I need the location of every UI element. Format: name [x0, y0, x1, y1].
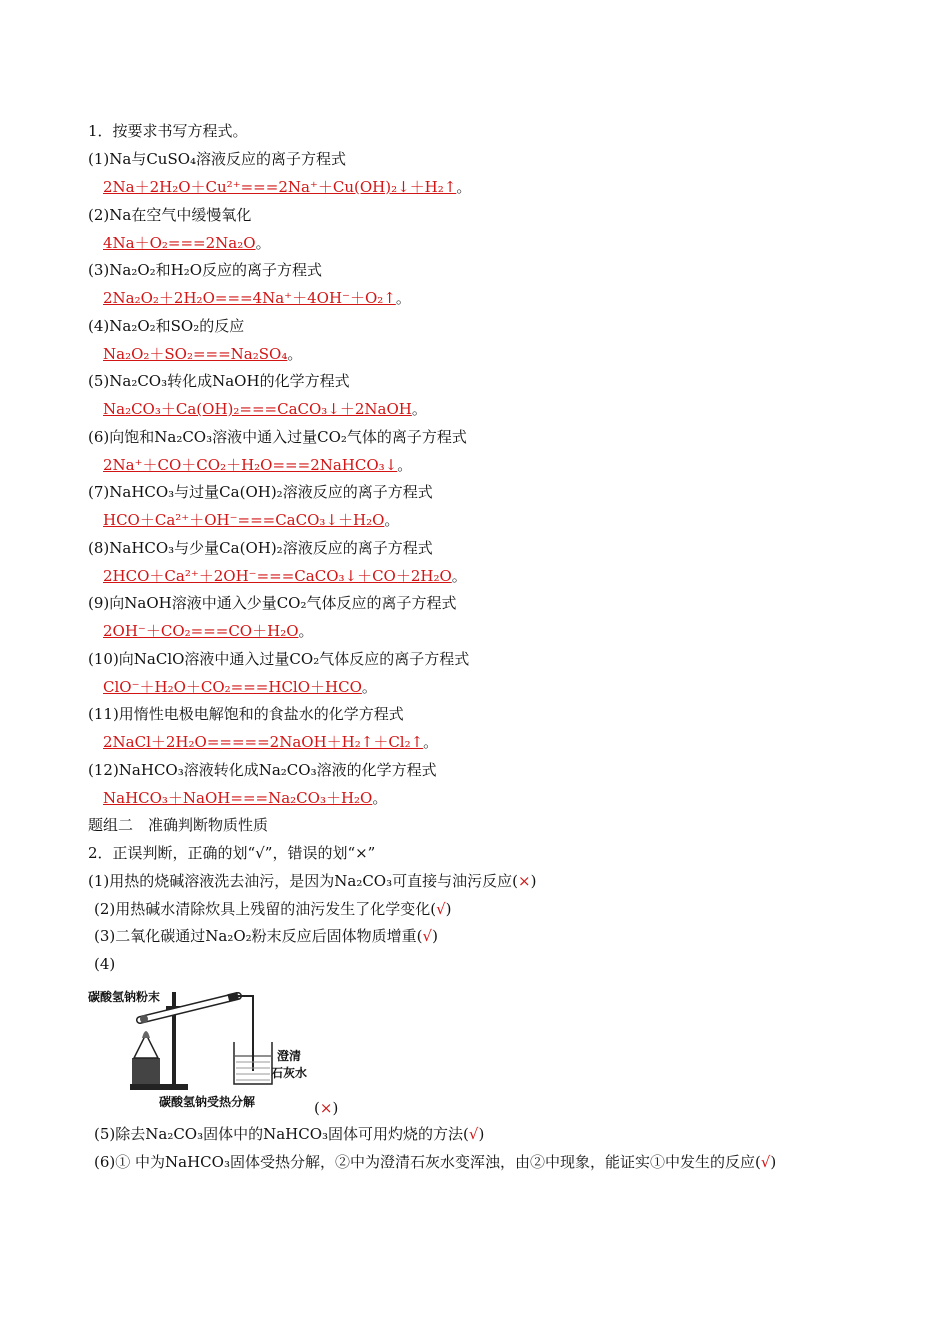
judgment-4-open: (	[314, 1099, 320, 1117]
answer-5-line	[103, 399, 427, 419]
judgment-5	[94, 1124, 484, 1144]
stand-base	[130, 1084, 188, 1090]
answer-12: NaHCO₃＋NaOH===Na₂CO₃＋H₂O	[103, 789, 373, 807]
answer-4: Na₂O₂＋SO₂===Na₂SO₄	[103, 345, 288, 363]
answer-3-end: 。	[395, 289, 411, 307]
question-7: (7)NaHCO₃与过量Ca(OH)₂溶液反应的离子方程式	[88, 483, 433, 501]
check-mark: √	[760, 1153, 771, 1171]
delivery-tube	[238, 996, 253, 1071]
heat-block	[132, 1058, 160, 1084]
question-11: (11)用惰性电极电解饱和的食盐水的化学方程式	[88, 705, 404, 723]
answer-8-line	[103, 566, 467, 586]
question-6: (6)向饱和Na₂CO₃溶液中通入过量CO₂气体的离子方程式	[88, 428, 467, 446]
question-2: (2)Na在空气中缓慢氧化	[88, 206, 252, 224]
answer-7-end: 。	[384, 511, 400, 529]
answer-1-end: 。	[456, 178, 472, 196]
check-mark: √	[436, 900, 446, 918]
question-5: (5)Na₂CO₃转化成NaOH的化学方程式	[88, 372, 350, 390]
answer-10: ClO⁻＋H₂O＋CO₂===HClO＋HCO	[103, 678, 362, 696]
judgment-1-end: )	[530, 872, 537, 890]
answer-6-end: 。	[397, 456, 413, 474]
answer-3: 2Na₂O₂＋2H₂O===4Na⁺＋4OH⁻＋O₂↑	[103, 289, 396, 307]
answer-11-end: 。	[423, 733, 439, 751]
answer-8-end: 。	[451, 567, 467, 585]
answer-12-end: 。	[372, 789, 388, 807]
question-4: (4)Na₂O₂和SO₂的反应	[88, 317, 245, 335]
answer-3-line	[103, 288, 411, 308]
section2-title: 2．正误判断，正确的划“√”，错误的划“×”	[88, 844, 376, 862]
judgment-6-end: )	[770, 1153, 777, 1171]
answer-6-line	[103, 455, 412, 475]
answer-2-line	[103, 233, 271, 253]
judgment-4-answer	[314, 1098, 338, 1118]
judgment-5-end: )	[478, 1125, 485, 1143]
judgment-3	[94, 926, 438, 946]
answer-4-end: 。	[287, 345, 303, 363]
answer-11-line	[103, 732, 438, 752]
cross-mark: ×	[517, 872, 531, 890]
answer-9-end: 。	[298, 622, 314, 640]
judgment-2	[94, 899, 452, 919]
judgment-5-text: (5)除去Na₂CO₃固体中的NaHCO₃固体可用灼烧的方法(	[94, 1125, 469, 1143]
powder	[140, 1015, 148, 1023]
answer-11: 2NaCl＋2H₂O=====2NaOH＋H₂↑＋Cl₂↑	[103, 733, 424, 751]
answer-10-line	[103, 677, 377, 697]
answer-6: 2Na⁺＋CO＋CO₂＋H₂O===2NaHCO₃↓	[103, 456, 398, 474]
judgment-3-text: (3)二氧化碳通过Na₂O₂粉末反应后固体物质增重(	[94, 927, 423, 945]
judgment-4-label: (4)	[94, 955, 116, 973]
question-3: (3)Na₂O₂和H₂O反应的离子方程式	[88, 261, 323, 279]
answer-9: 2OH⁻＋CO₂===CO＋H₂O	[103, 622, 299, 640]
answer-10-end: 。	[361, 678, 377, 696]
judgment-6	[94, 1152, 776, 1172]
cross-mark: ×	[319, 1099, 333, 1117]
question-9: (9)向NaOH溶液中通入少量CO₂气体反应的离子方程式	[88, 594, 457, 612]
question-1: (1)Na与CuSO₄溶液反应的离子方程式	[88, 150, 347, 168]
question-8: (8)NaHCO₃与少量Ca(OH)₂溶液反应的离子方程式	[88, 539, 433, 557]
judgment-4-close: )	[332, 1099, 339, 1117]
answer-2-end: 。	[255, 234, 271, 252]
judgment-1-text: (1)用热的烧碱溶液洗去油污，是因为Na₂CO₃可直接与油污反应(	[88, 872, 518, 890]
apparatus-figure	[88, 986, 378, 1116]
check-mark: √	[422, 927, 433, 945]
judgment-2-text: (2)用热碱水清除炊具上残留的油污发生了化学变化(	[94, 900, 437, 918]
answer-4-line	[103, 344, 302, 364]
group2-title: 题组二 准确判断物质性质	[88, 816, 269, 834]
figure-caption: 碳酸氢钠受热分解	[159, 1095, 256, 1109]
check-mark: √	[468, 1125, 479, 1143]
judgment-3-end: )	[432, 927, 438, 945]
label-powder: 碳酸氢钠粉末	[88, 990, 161, 1004]
answer-9-line	[103, 621, 314, 641]
label-lime-2: 石灰水	[271, 1066, 308, 1080]
judgment-1	[88, 871, 536, 891]
answer-2: 4Na＋O₂===2Na₂O	[103, 234, 256, 252]
question-12: (12)NaHCO₃溶液转化成Na₂CO₃溶液的化学方程式	[88, 761, 437, 779]
judgment-6-text: (6)① 中为NaHCO₃固体受热分解，②中为澄清石灰水变浑浊，由②中现象，能证实①中发生的反应(	[94, 1153, 761, 1171]
label-lime-1: 澄清	[277, 1049, 302, 1063]
answer-12-line	[103, 788, 387, 808]
answer-1-line	[103, 177, 471, 197]
answer-7-line	[103, 510, 399, 530]
question-10: (10)向NaClO溶液中通入过量CO₂气体反应的离子方程式	[88, 650, 470, 668]
answer-5-end: 。	[411, 400, 427, 418]
section1-title: 1．按要求书写方程式。	[88, 122, 248, 140]
answer-1: 2Na＋2H₂O＋Cu²⁺===2Na⁺＋Cu(OH)₂↓＋H₂↑	[103, 178, 457, 196]
answer-5: Na₂CO₃＋Ca(OH)₂===CaCO₃↓＋2NaOH	[103, 400, 412, 418]
answer-8: 2HCO＋Ca²⁺＋2OH⁻===CaCO₃↓＋CO＋2H₂O	[103, 567, 452, 585]
judgment-2-end: )	[445, 900, 452, 918]
flame	[142, 1031, 150, 1038]
answer-7: HCO＋Ca²⁺＋OH⁻===CaCO₃↓＋H₂O	[103, 511, 385, 529]
